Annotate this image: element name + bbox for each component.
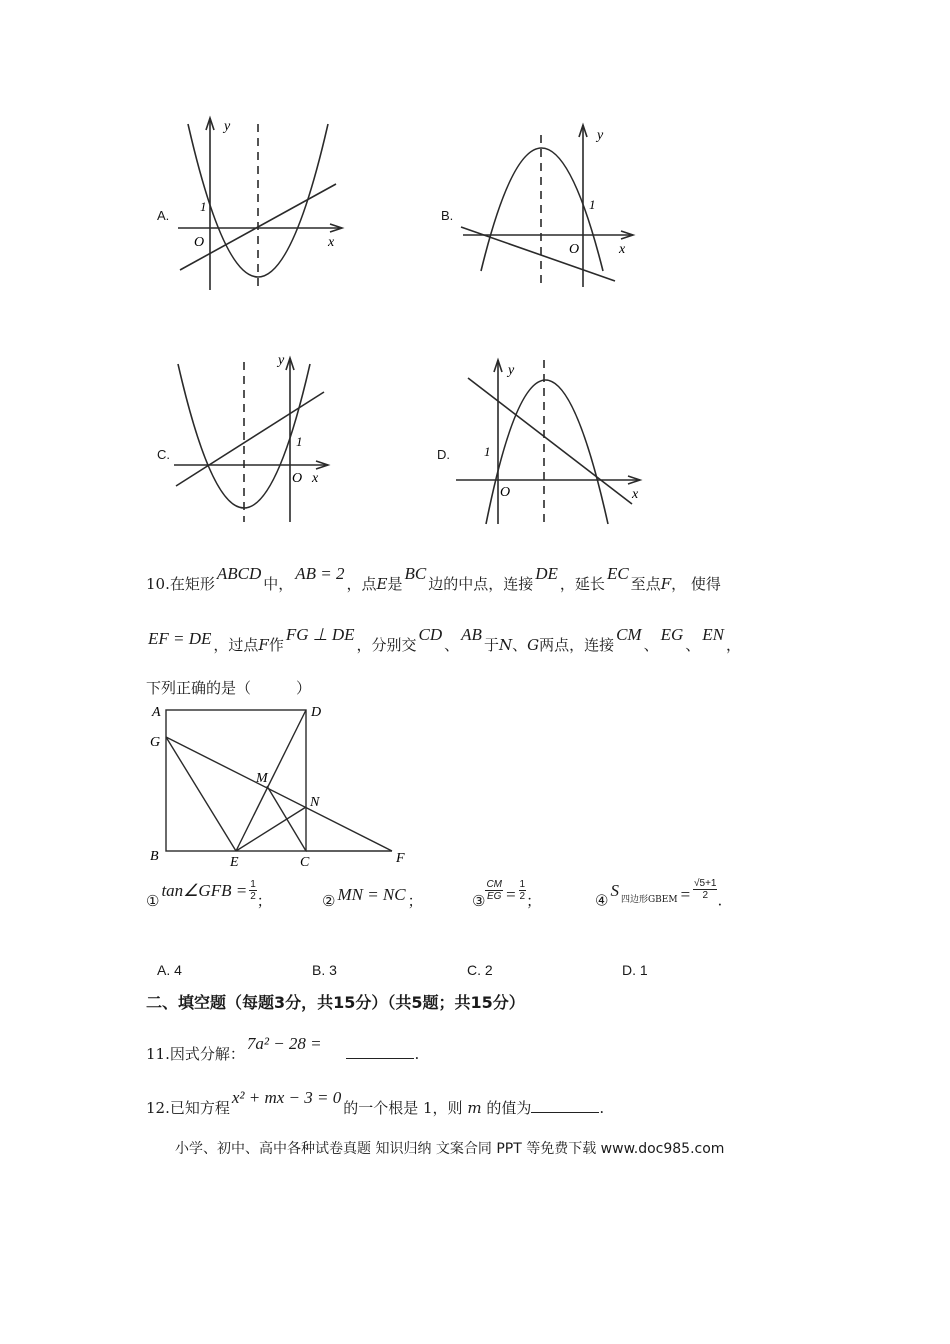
graph-b [455,115,640,295]
statement-3 [472,878,542,914]
statement-math: = [679,884,692,904]
graph-a [170,110,350,300]
graph-d-origin: O [500,485,511,500]
q10-text: 是 [387,575,403,593]
q10-text: 至点 [630,575,661,593]
q10-text: ，延长 [559,575,605,593]
q10-text: ，点 [346,575,377,593]
fraction [693,878,717,901]
q10-math: EF = DE [148,629,212,648]
graph-c [170,352,335,527]
q11 [146,1034,420,1064]
q10-text: 、 [685,636,701,654]
q10-figure [146,700,416,870]
graph-b-origin: O [569,242,580,257]
q10-math: CM [616,625,642,644]
graph-a-origin: O [194,235,205,250]
graph-d [452,356,648,528]
q10-math: EG [660,625,684,644]
q10-text: 两点，连接 [539,636,615,654]
fraction-den: 2 [702,890,709,901]
fig-label-a: A [152,705,161,720]
q10-var: F [258,636,269,654]
q12-math: x² + mx − 3 = 0 [231,1088,342,1107]
fig-label-c: C [300,855,310,870]
statement-2 [322,885,423,911]
fraction [519,879,527,902]
option-a-label: A. [157,208,170,223]
q10-var: N [498,636,513,654]
graph-a-x-label: x [328,235,335,250]
graph-c-y-label: y [278,353,285,368]
fig-label-d: D [311,705,322,720]
q10-math: FG ⊥ DE [285,625,355,644]
statement-number: ④ [595,891,609,910]
q10-text: 、 [444,636,460,654]
q10-math: CD [418,625,443,644]
choice-d[interactable]: D. 1 [622,962,648,978]
q10-var: F [660,575,672,593]
q10-text: ， 使得 [671,575,721,593]
fig-label-m: M [256,771,268,786]
q10-math: AB = 2 [295,564,345,583]
fraction-num: 1 [519,878,526,890]
q10-math: BC [404,564,427,583]
q10-text: 10.在矩形 [146,575,215,593]
q12-answer-blank[interactable] [531,1098,599,1113]
statement-end: ； [526,892,542,910]
choice-c[interactable]: C. 2 [467,962,493,978]
q10-text: 、 [512,636,528,654]
statement-number: ② [322,892,336,910]
graph-b-y-label: y [597,128,604,143]
q12 [146,1088,605,1118]
option-b-label: B. [441,208,454,223]
graph-b-x-label: x [619,242,626,257]
q12-text: 12.已知方程 [146,1099,230,1117]
page-footer: 小学、初中、高中各种试卷真题 知识归纳 文案合同 PPT 等免费下载 www.doc985.com [175,1141,725,1157]
q10-line-3: 下列正确的是（ ） [146,679,312,697]
q10-text: 中， [263,575,294,593]
fraction-num: √5+1 [694,878,717,889]
q10-line-2 [146,625,742,655]
q11-answer-blank[interactable] [346,1044,414,1059]
graph-d-y-label: y [508,363,515,378]
statement-1 [146,878,272,914]
q10-text: ， [726,636,742,654]
statement-number: ① [146,892,160,910]
graph-c-tick: 1 [296,434,303,449]
graph-c-x-label: x [312,471,319,486]
graph-d-tick: 1 [484,444,491,459]
fraction-num: CM [486,878,503,890]
q12-text: 的一个根是 1，则 [343,1099,463,1117]
graph-b-tick: 1 [589,197,596,212]
q10-text: ，分别交 [356,636,417,654]
fig-label-g: G [150,735,161,750]
statement-math: = [505,885,517,904]
q10-math: ABCD [216,564,262,583]
graph-a-y-label: y [224,119,231,134]
q10-text: 边的中点，连接 [428,575,534,593]
graph-d-x-label: x [632,487,639,502]
q10-math: DE [535,564,558,583]
fig-label-f: F [396,851,405,866]
q11-end: . [414,1045,420,1063]
fraction [485,879,503,902]
fig-label-n: N [310,795,320,810]
statement-math: MN = NC [337,885,406,904]
q10-text: 作 [268,636,284,654]
q10-text: 、 [643,636,659,654]
q10-var: E [376,575,388,593]
q11-text: 11.因式分解： [146,1045,245,1063]
q10-var: G [527,636,540,654]
statement-end: . [717,891,723,910]
q12-text: 的值为 [486,1099,532,1117]
q10-math: EN [702,625,725,644]
option-c-label: C. [157,447,170,462]
graph-a-tick: 1 [200,199,207,214]
statement-math: tan∠GFB = [161,881,248,900]
fraction-den: 2 [519,890,526,902]
fig-label-e: E [230,855,239,870]
statement-4 [595,878,723,913]
statement-math: S [610,880,619,900]
q10-line-1 [146,564,721,594]
q10-math: EC [606,564,629,583]
statement-end: ； [407,892,423,910]
q12-end: . [599,1099,605,1117]
section-heading: 二、填空题（每题3分，共15分）（共5题；共15分） [146,993,525,1012]
statement-number: ③ [472,892,486,910]
q10-text: ，过点 [213,636,259,654]
choice-a[interactable]: A. 4 [157,962,182,978]
option-d-label: D. [437,447,450,462]
fraction-den: 2 [250,890,256,902]
fraction-den: EG [487,890,502,902]
statement-end: ； [256,892,272,910]
q11-math: 7a² − 28 = [246,1034,322,1053]
fraction [249,879,257,902]
q10-text: 于 [483,636,499,654]
fig-label-b: B [150,849,159,864]
statement-subscript: 四边形GBEM [620,894,678,905]
fraction-num: 1 [250,878,256,890]
choice-b[interactable]: B. 3 [312,962,337,978]
graph-c-origin: O [292,471,303,486]
q12-var: m [467,1099,482,1117]
q10-math: AB [461,625,482,644]
